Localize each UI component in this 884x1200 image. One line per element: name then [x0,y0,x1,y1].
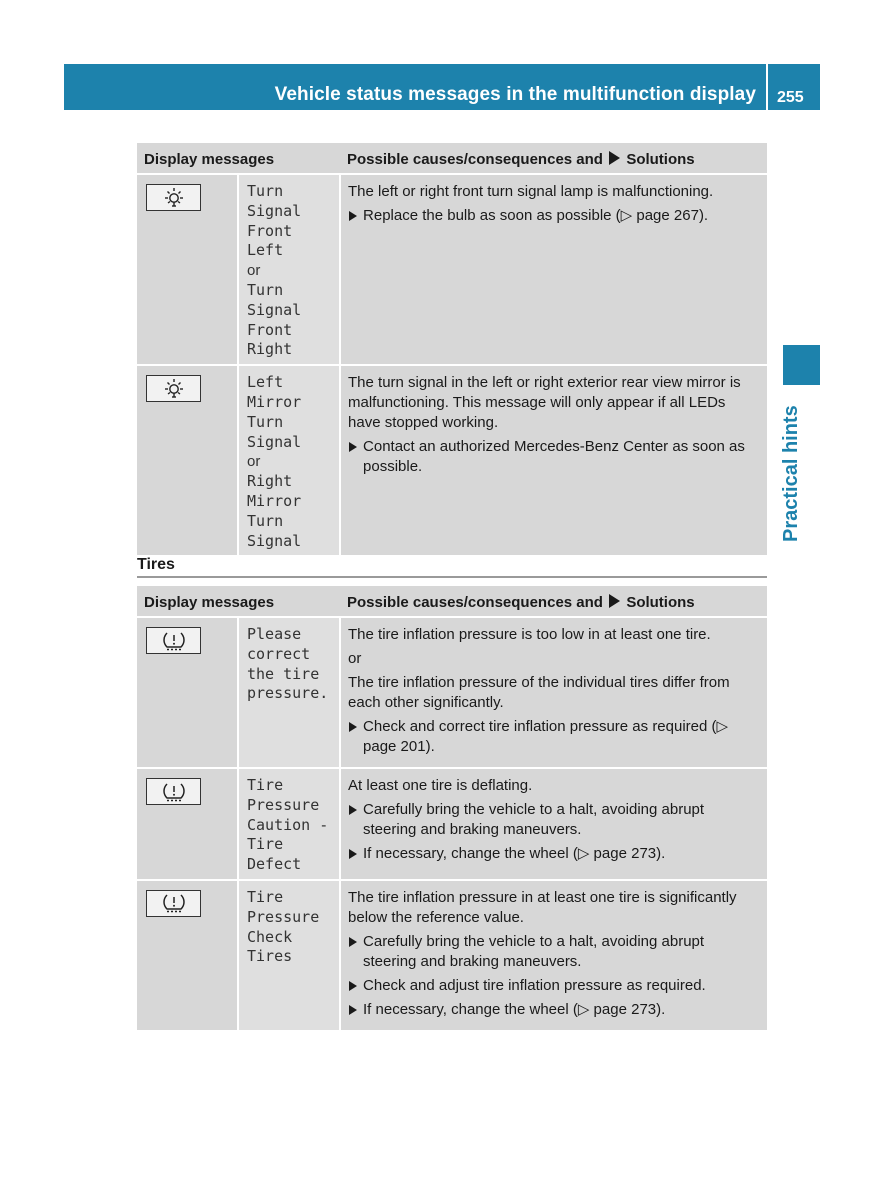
tire-pressure-warning-icon [146,627,201,654]
header-solutions-text: Solutions [626,594,695,611]
page-number-box [768,64,820,110]
lighting-messages-table [137,143,767,557]
cause-cell [340,174,767,365]
message-line: Pressure [247,795,320,814]
solution-step: If necessary, change the wheel (▷ page 273). [348,1000,761,1020]
turn-signal-lamp-icon [146,375,201,402]
arrow-icon [609,594,620,608]
cause-text: The tire inflation pressure is too low in at least one tire. [348,626,711,643]
page-title: Vehicle status messages in the multifunction display [274,84,756,105]
solution-step: Carefully bring the vehicle to a halt, avoiding abrupt steering and braking maneuvers. [348,800,761,840]
message-cell [238,880,340,1031]
section-divider [137,576,767,578]
message-line: Mirror [247,491,302,510]
cause-text: The tire inflation pressure of the individual tires differ from each other significantly. [348,674,730,711]
solution-step: If necessary, change the wheel (▷ page 273). [348,844,761,864]
cause-cell [340,768,767,880]
cause-text: At least one tire is deflating. [348,777,533,794]
page-number: 255 [777,89,804,106]
tire-pressure-warning-icon [146,778,201,805]
header-causes [340,586,767,617]
message-line: Signal [247,432,302,451]
message-line: Left [247,373,284,392]
tire-pressure-warning-icon [146,890,201,917]
cause-text: The tire inflation pressure in at least one tire is significantly below the reference value. [348,888,737,926]
solution-step: Check and adjust tire inflation pressure as required. [348,976,761,996]
message-line: Signal [247,201,302,220]
header-causes [340,143,767,174]
cause-cell [340,617,767,768]
table-row [137,174,767,365]
message-line: Tire [247,776,284,794]
section-title-tires: Tires [137,556,175,573]
icon-cell [137,174,238,365]
icon-cell [137,365,238,556]
cause-cell [340,365,767,556]
message-line: pressure. [247,684,329,703]
message-line: Turn [247,280,284,299]
message-line: the tire [247,664,320,683]
tires-messages-table [137,586,767,1032]
table-row [137,617,767,768]
icon-cell [137,617,238,768]
message-line: Mirror [247,392,302,411]
cause-cell [340,880,767,1031]
or-label: or [247,453,261,471]
message-line: Signal [247,531,302,550]
message-cell [238,174,340,365]
message-line: Right [247,472,293,491]
message-line: Turn [247,182,284,200]
message-line: Please [247,625,302,643]
header-display-messages: Display messages [137,143,340,174]
message-line: Turn [247,511,284,530]
message-cell [238,768,340,880]
table-header-row [137,143,767,174]
page-header [64,64,766,110]
table-row [137,365,767,556]
message-line: Defect [247,855,302,874]
cause-text: The left or right front turn signal lamp is malfunctioning. [348,183,714,200]
side-tab-label: Practical hints [780,405,802,542]
solution-step: Contact an authorized Mercedes-Benz Center as soon as possible. [348,437,761,477]
icon-cell [137,768,238,880]
solution-step: Replace the bulb as soon as possible (▷ page 267). [348,206,761,226]
message-line: Pressure [247,907,320,926]
solution-step: Check and correct tire inflation pressure as required (▷ page 201). [348,717,761,757]
header-causes-text: Possible causes/consequences and [347,151,603,168]
turn-signal-lamp-icon [146,184,201,211]
table-row [137,768,767,880]
message-cell [238,365,340,556]
table-header-row [137,586,767,617]
message-cell [238,617,340,768]
or-label: or [348,650,362,667]
icon-cell [137,880,238,1031]
or-label: or [247,262,261,280]
header-solutions-text: Solutions [626,151,695,168]
message-line: Check [247,927,293,946]
arrow-icon [609,151,620,165]
message-line: Signal [247,300,302,319]
message-line: Tire [247,835,284,854]
message-line: Front [247,320,293,339]
message-line: Front Left [247,221,293,260]
header-display-messages: Display messages [137,586,340,617]
message-line: Right [247,340,293,359]
header-causes-text: Possible causes/consequences and [347,594,603,611]
message-line: Tire [247,887,284,906]
message-line: Caution - [247,815,329,834]
message-line: correct [247,644,311,663]
message-line: Tires [247,947,293,966]
cause-text: The turn signal in the left or right exterior rear view mirror is malfunctioning. This message will only appear if all LEDs have stopped working. [348,374,741,432]
table-row [137,880,767,1031]
message-line: Turn [247,412,284,431]
solution-step: Carefully bring the vehicle to a halt, avoiding abrupt steering and braking maneuvers. [348,932,761,972]
